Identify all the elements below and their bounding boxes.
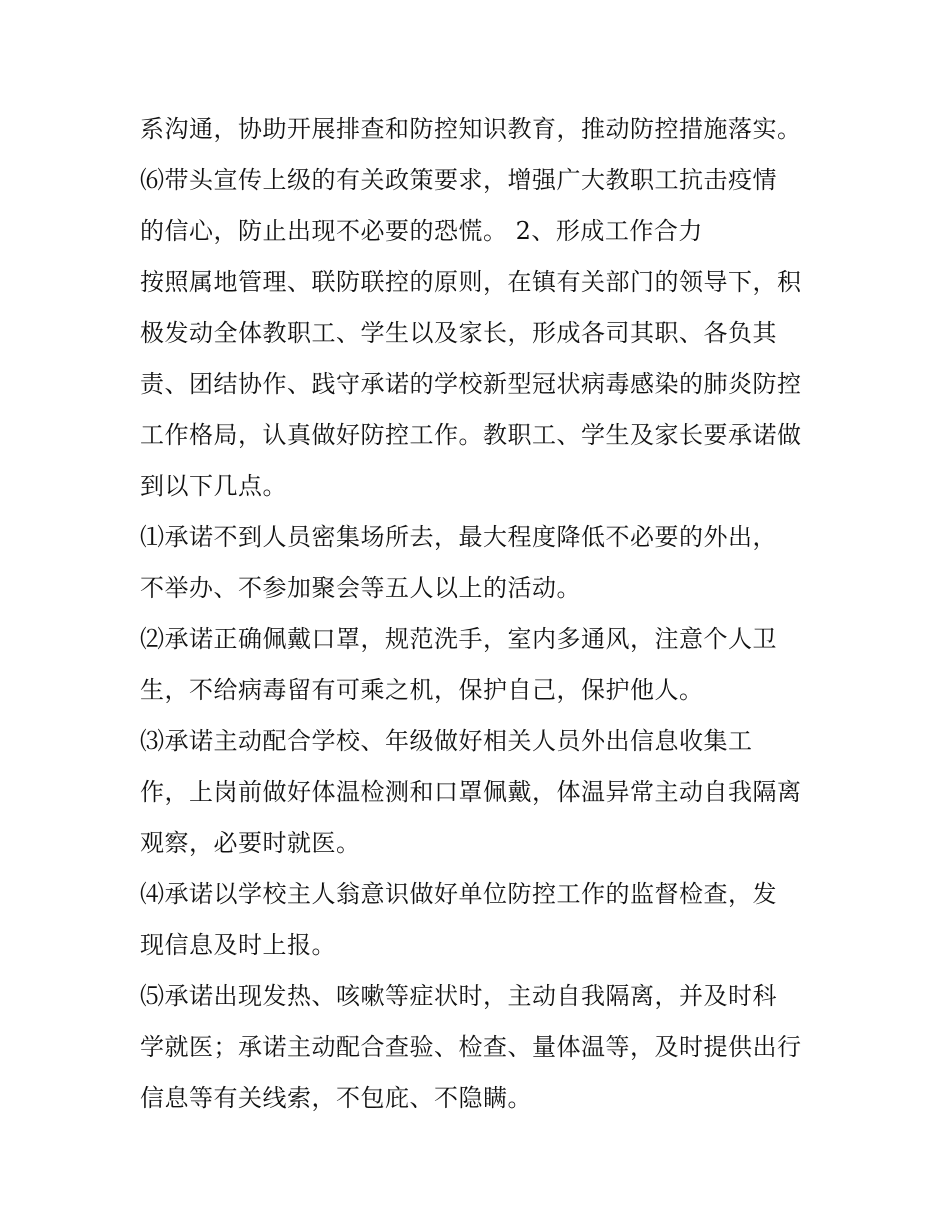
text-line: 责、团结协作、践守承诺的学校新型冠状病毒感染的肺炎防控 bbox=[140, 370, 802, 398]
text-line: 学就医；承诺主动配合查验、检查、量体温等，及时提供出行 bbox=[140, 1033, 802, 1061]
text-line: ⑴承诺不到人员密集场所去，最大程度降低不必要的外出， bbox=[140, 523, 777, 551]
text-line: 系沟通，协助开展排查和防控知识教育，推动防控措施落实。 bbox=[140, 115, 802, 143]
text-line: 现信息及时上报。 bbox=[140, 931, 336, 959]
text-line: 生，不给病毒留有可乘之机，保护自己，保护他人。 bbox=[140, 676, 704, 704]
document-body bbox=[140, 104, 830, 1124]
text-line: 作，上岗前做好体温检测和口罩佩戴，体温异常主动自我隔离 bbox=[140, 778, 802, 806]
text-line: ⑵承诺正确佩戴口罩，规范洗手，室内多通风，注意个人卫 bbox=[140, 625, 777, 653]
text-line: ⑶承诺主动配合学校、年级做好相关人员外出信息收集工 bbox=[140, 727, 753, 755]
text-line: ⑸承诺出现发热、咳嗽等症状时，主动自我隔离，并及时科 bbox=[140, 982, 777, 1010]
text-line: 工作格局，认真做好防控工作。教职工、学生及家长要承诺做 bbox=[140, 421, 802, 449]
text-line: ⑹带头宣传上级的有关政策要求，增强广大教职工抗击疫情 bbox=[140, 166, 777, 194]
text-line: 观察，必要时就医。 bbox=[140, 829, 361, 857]
text-line: 按照属地管理、联防联控的原则，在镇有关部门的领导下，积 bbox=[140, 268, 802, 296]
text-line: 到以下几点。 bbox=[140, 472, 287, 500]
text-line: 不举办、不参加聚会等五人以上的活动。 bbox=[140, 574, 581, 602]
text-line: 信息等有关线索，不包庇、不隐瞒。 bbox=[140, 1084, 532, 1112]
text-line: ⑷承诺以学校主人翁意识做好单位防控工作的监督检查，发 bbox=[140, 880, 777, 908]
text-line: 的信心，防止出现不必要的恐慌。 2、形成工作合力 bbox=[140, 217, 703, 245]
text-line: 极发动全体教职工、学生以及家长，形成各司其职、各负其 bbox=[140, 319, 777, 347]
